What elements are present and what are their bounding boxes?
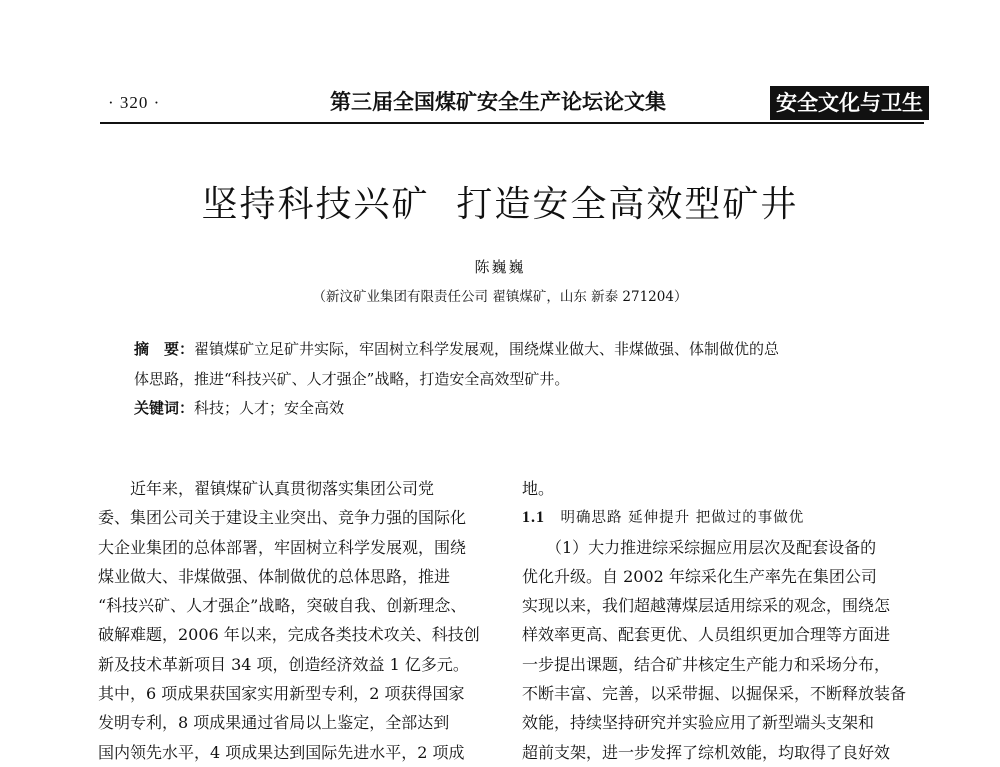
body-line: 发明专利，8 项成果通过省局以上鉴定，全部达到 xyxy=(98,713,450,733)
article-author: 陈巍巍 xyxy=(474,258,526,276)
keywords-line xyxy=(134,397,344,418)
keywords-text: 科技；人才；安全高效 xyxy=(194,399,345,417)
header-rule xyxy=(100,122,924,124)
abstract-line-1 xyxy=(134,338,779,359)
section-heading xyxy=(522,503,922,532)
body-line: 实现以来，我们超越薄煤层适用综采的观念，围绕怎 xyxy=(522,596,891,616)
body-line: “科技兴矿、人才强企”战略，突破自我、创新理念、 xyxy=(98,596,467,616)
body-line: 优化升级。自 2002 年综采化生产率先在集团公司 xyxy=(522,566,877,586)
body-line: （1）大力推进综采综掘应用层次及配套设备的 xyxy=(522,537,877,557)
abstract-label: 摘 要： xyxy=(134,340,195,358)
body-line: 新及技术革新项目 34 项，创造经济效益 1 亿多元。 xyxy=(98,654,469,674)
body-line: 不断丰富、完善，以采带掘、以掘保采，不断释放装备 xyxy=(522,684,907,704)
section-number: 1.1 xyxy=(522,509,545,527)
keywords-label: 关键词： xyxy=(134,399,195,417)
body-line: 煤业做大、非煤做强、体制做优的总体思路，推进 xyxy=(98,566,451,586)
abstract-text-1: 翟镇煤矿立足矿井实际，牢固树立科学发展观，围绕煤业做大、非煤做强、体制做优的总 xyxy=(194,340,780,358)
body-line: 破解难题，2006 年以来，完成各类技术攻关、科技创 xyxy=(98,625,480,645)
article-title: 坚持科技兴矿 打造安全高效型矿井 xyxy=(201,184,799,225)
body-line: 其中，6 项成果获国家实用新型专利，2 项获得国家 xyxy=(98,684,465,704)
body-line: 大企业集团的总体部署，牢固树立科学发展观，围绕 xyxy=(98,537,467,557)
body-left-column xyxy=(98,474,493,767)
body-line: 超前支架，进一步发挥了综机效能，均取得了良好效 xyxy=(522,742,891,762)
abstract-line-2: 体思路，推进“科技兴矿、人才强企”战略，打造安全高效型矿井。 xyxy=(134,370,570,388)
body-line: 地。 xyxy=(522,479,555,498)
body-right-column xyxy=(522,474,922,767)
body-line: 一步提出课题，结合矿井核定生产能力和采场分布， xyxy=(522,654,891,674)
body-line: 国内领先水平，4 项成果达到国际先进水平，2 项成 xyxy=(98,742,465,762)
section-label: 安全文化与卫生 xyxy=(770,86,929,120)
body-line: 样效率更高、配套更优、人员组织更加合理等方面进 xyxy=(522,625,891,645)
body-line: 近年来，翟镇煤矿认真贯彻落实集团公司党 xyxy=(98,479,435,498)
proceedings-title: 第三届全国煤矿安全生产论坛论文集 xyxy=(330,90,666,114)
body-line: 委、集团公司关于建设主业突出、竞争力强的国际化 xyxy=(98,508,467,528)
body-line: 效能，持续坚持研究并实验应用了新型端头支架和 xyxy=(522,713,875,733)
article-affiliation: （新汶矿业集团有限责任公司 翟镇煤矿，山东 新泰 271204） xyxy=(312,289,688,305)
section-title: 明确思路 延伸提升 把做过的事做优 xyxy=(560,510,805,527)
page-number: · 320 · xyxy=(108,93,161,112)
